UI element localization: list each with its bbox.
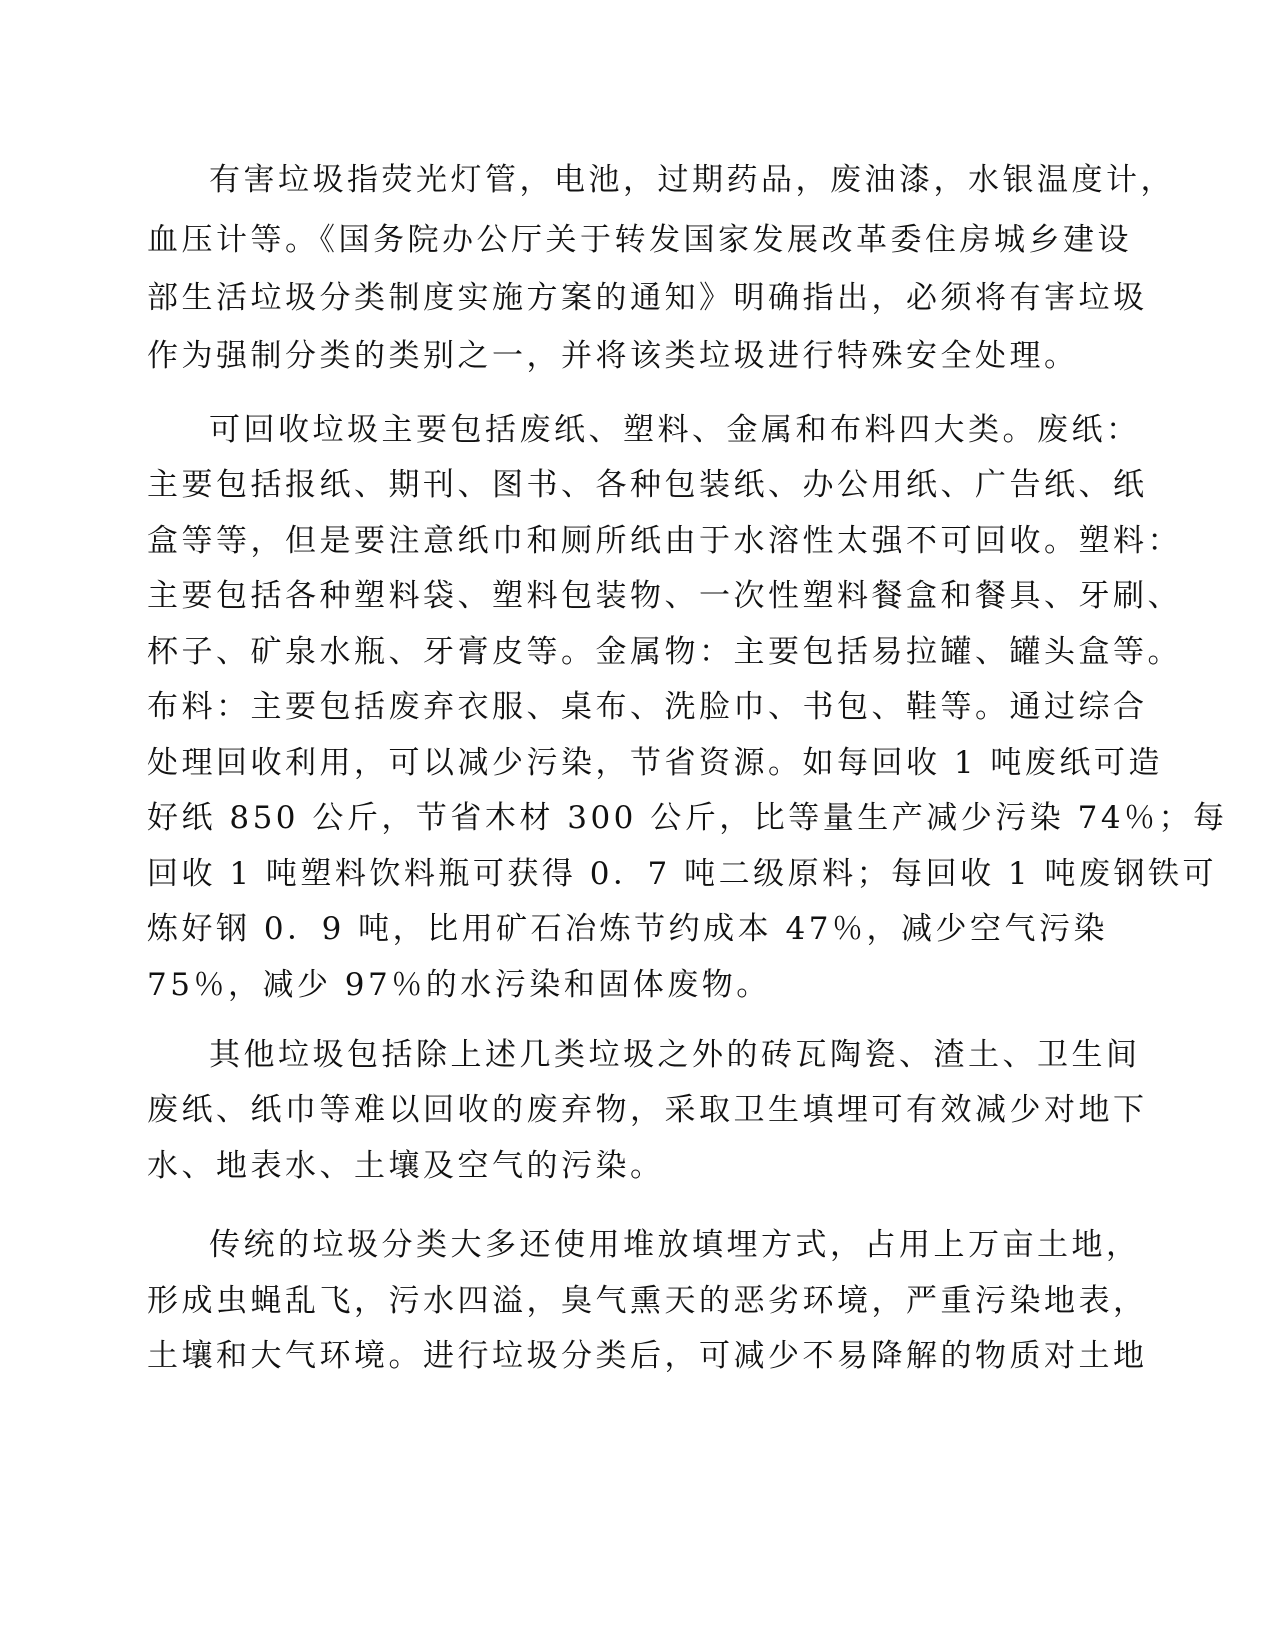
paragraph-line: 水、地表水、土壤及空气的污染。 xyxy=(147,1148,665,1184)
paragraph-line: 传统的垃圾分类大多还使用堆放填埋方式，占用上万亩土地， xyxy=(209,1227,1141,1263)
paragraph-line: 血压计等。《国务院办公厅关于转发国家发展改革委住房城乡建设 xyxy=(147,222,1132,258)
paragraph-line: 可回收垃圾主要包括废纸、塑料、金属和布料四大类。废纸： xyxy=(209,412,1141,448)
paragraph-line: 废纸、纸巾等难以回收的废弃物，采取卫生填埋可有效减少对地下 xyxy=(147,1092,1148,1128)
paragraph-line: 主要包括各种塑料袋、塑料包装物、一次性塑料餐盒和餐具、牙刷、 xyxy=(147,578,1182,614)
paragraph-line: 有害垃圾指荧光灯管，电池，过期药品，废油漆，水银温度计， xyxy=(209,162,1175,198)
paragraph-line: 盒等等，但是要注意纸巾和厕所纸由于水溶性太强不可回收。塑料： xyxy=(147,523,1182,559)
paragraph-line: 土壤和大气环境。进行垃圾分类后，可减少不易降解的物质对土地 xyxy=(147,1338,1148,1374)
paragraph-line: 炼好钢 0．9 吨，比用矿石冶炼节约成本 47％，减少空气污染 xyxy=(147,911,1108,947)
paragraph-line: 形成虫蝇乱飞，污水四溢，臭气熏天的恶劣环境，严重污染地表， xyxy=(147,1283,1148,1319)
paragraph-line: 作为强制分类的类别之一，并将该类垃圾进行特殊安全处理。 xyxy=(147,338,1079,374)
paragraph-line: 其他垃圾包括除上述几类垃圾之外的砖瓦陶瓷、渣土、卫生间 xyxy=(209,1037,1141,1073)
paragraph-line: 部生活垃圾分类制度实施方案的通知》明确指出，必须将有害垃圾 xyxy=(147,280,1148,316)
paragraph-line: 回收 1 吨塑料饮料瓶可获得 0．7 吨二级原料；每回收 1 吨废钢铁可 xyxy=(147,856,1218,892)
paragraph-line: 杯子、矿泉水瓶、牙膏皮等。金属物：主要包括易拉罐、罐头盒等。 xyxy=(147,634,1182,670)
paragraph-line: 75％，减少 97％的水污染和固体废物。 xyxy=(147,967,771,1003)
paragraph-line: 布料：主要包括废弃衣服、桌布、洗脸巾、书包、鞋等。通过综合 xyxy=(147,689,1148,725)
paragraph-line: 处理回收利用，可以减少污染，节省资源。如每回收 1 吨废纸可造 xyxy=(147,745,1163,781)
paragraph-line: 主要包括报纸、期刊、图书、各种包装纸、办公用纸、广告纸、纸 xyxy=(147,467,1148,503)
paragraph-line: 好纸 850 公斤，节省木材 300 公斤，比等量生产减少污染 74％；每 xyxy=(147,800,1228,836)
